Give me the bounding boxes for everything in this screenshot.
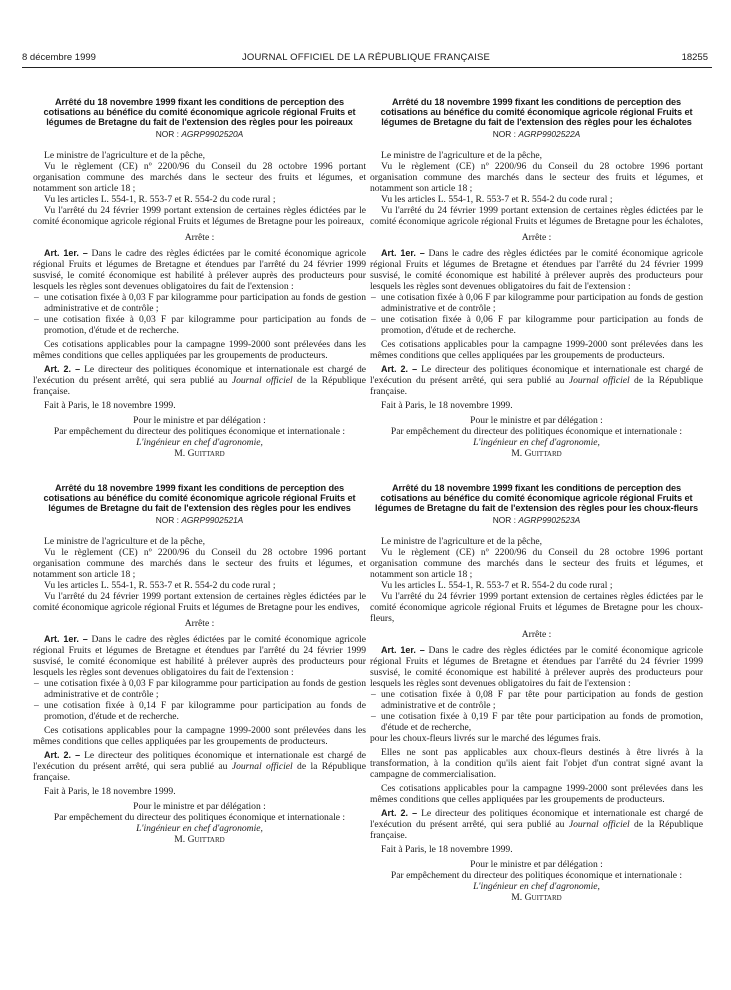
nor-label: NOR : (492, 515, 516, 525)
header-rule (22, 67, 712, 68)
visa-paragraph: Vu les articles L. 554-1, R. 553-7 et R. 554-2 du code rural ; (381, 580, 613, 591)
nor-code: AGRP9902523A (518, 515, 581, 525)
article-2 (370, 808, 703, 841)
arrete-label: Arrête : (184, 232, 215, 243)
cotisation-list (33, 678, 366, 722)
article-1-label: Art. 1er. – (381, 645, 425, 655)
arrete-label: Arrête : (184, 618, 215, 629)
article-1-paragraph: Ces cotisations applicables pour la campagne 1999-2000 sont prélevées dans les mêmes conditions que celles appliquées par les groupements de producteurs. (33, 725, 366, 747)
nor-reference (370, 515, 703, 526)
fait-a-paris: Fait à Paris, le 18 novembre 1999. (381, 400, 513, 411)
signature-line: Pour le ministre et par délégation : (470, 415, 603, 426)
visa-paragraph: Vu le règlement (CE) nº 2200/96 du Conseil du 28 octobre 1996 portant organisation commune des marchés dans le secteur des fruits et légumes, et notamment son article 18 ; (370, 547, 703, 580)
arrete-block (370, 483, 703, 903)
cotisation-item: – une cotisation fixée à 0,06 F par kilogramme pour participation au fonds de promotion, d'étude et de recherche. (370, 314, 703, 336)
journal-officiel-reference: Journal officiel (568, 375, 630, 386)
arrete-block (370, 97, 703, 459)
arrete-title: Arrêté du 18 novembre 1999 fixant les conditions de perception des cotisations au bénéfice du comité économique agricole régional Fruits et légumes de Bretagne du fait de l'extension des règles pour les choux-fleurs (375, 483, 698, 513)
page-header (20, 52, 712, 68)
article-1 (370, 645, 703, 689)
visa-paragraph: Vu les articles L. 554-1, R. 553-7 et R. 554-2 du code rural ; (44, 194, 276, 205)
nor-code: AGRP9902520A (181, 129, 244, 139)
article-1 (33, 248, 366, 292)
article-2-text: Le directeur des politiques économique et internationale est chargé de l'exécution du présent arrêté, qui sera publié au (33, 750, 367, 772)
journal-officiel-reference: Journal officiel (231, 761, 293, 772)
article-2-text-end: de la République française. (370, 819, 703, 841)
signatory-role: L'ingénieur en chef d'agronomie, (473, 437, 600, 448)
article-1-text: Dans le cadre des règles édictées par le comité économique agricole régional Fruits et légumes de Bretagne et étendues par l'arrêté du 24 février 1999 susvisé, le comité économique est habilité à prélever auprès des producteurs pour lesquels les règles sont devenues obligatoires du fait de l'extension : (370, 248, 703, 292)
article-1-paragraph: Ces cotisations applicables pour la campagne 1999-2000 sont prélevées dans les mêmes conditions que celles appliquées par les groupements de producteurs. (33, 339, 366, 361)
cotisation-list (370, 292, 703, 336)
signature-line: Par empêchement du directeur des politiques économique et internationale : (390, 870, 683, 881)
cotisation-item: – une cotisation fixée à 0,03 F par kilogramme pour participation au fonds de promotion, d'étude et de recherche. (33, 314, 366, 336)
article-2-label: Art. 2. – (44, 750, 81, 760)
signature-block (370, 415, 703, 459)
signature-line: Par empêchement du directeur des politiques économique et internationale : (53, 426, 346, 437)
minister-line: Le ministre de l'agriculture et de la pêche, (44, 150, 206, 161)
nor-reference (370, 129, 703, 140)
fait-a-paris: Fait à Paris, le 18 novembre 1999. (44, 400, 176, 411)
article-2 (33, 750, 366, 783)
left-column (33, 97, 366, 869)
journal-officiel-reference: Journal officiel (231, 375, 293, 386)
signature-line: Pour le ministre et par délégation : (133, 801, 266, 812)
article-2-label: Art. 2. – (381, 364, 418, 374)
article-2 (370, 364, 703, 397)
right-column (370, 97, 703, 927)
signatory-name: M. Guittard (511, 892, 562, 903)
signatory-role: L'ingénieur en chef d'agronomie, (473, 881, 600, 892)
article-1 (370, 248, 703, 292)
article-2-text: Le directeur des politiques économique et internationale est chargé de l'exécution du présent arrêté, qui sera publié au (370, 364, 704, 386)
header-page-number: 18255 (681, 52, 708, 63)
article-1-text: Dans le cadre des règles édictées par le comité économique agricole régional Fruits et légumes de Bretagne et étendues par l'arrêté du 24 février 1999 susvisé, le comité économique est habilité à prélever auprès des producteurs pour lesquels les règles sont devenues obligatoires du fait de l'extension : (33, 248, 366, 292)
nor-reference (33, 129, 366, 140)
article-1-paragraph: Elles ne sont pas applicables aux choux-fleurs destinés à être livrés à la transformation, à la condition qu'ils aient fait l'objet d'un contrat signé avant la campagne de commercialisation. (370, 747, 703, 780)
header-date: 8 décembre 1999 (22, 52, 96, 63)
signature-block (370, 859, 703, 903)
visa-paragraph: Vu l'arrêté du 24 février 1999 portant extension de certaines règles édictées par le comité économique agricole régional Fruits et légumes de Bretagne pour les poireaux, (33, 205, 366, 227)
minister-line: Le ministre de l'agriculture et de la pêche, (381, 150, 543, 161)
cotisation-item: – une cotisation fixée à 0,14 F par kilogramme pour participation au fonds de promotion, d'étude et de recherche. (33, 700, 366, 722)
cotisation-item: – une cotisation fixée à 0,08 F par tête pour participation au fonds de gestion administrative et de contrôle ; (370, 689, 703, 711)
cotisation-item: – une cotisation fixée à 0,03 F par kilogramme pour participation au fonds de gestion administrative et de contrôle ; (33, 292, 366, 314)
article-2-text-end: de la République française. (370, 375, 703, 397)
signature-block (33, 801, 366, 845)
arrete-block (33, 483, 366, 845)
article-2 (33, 364, 366, 397)
cotisation-list (33, 292, 366, 336)
visa-paragraph: Vu l'arrêté du 24 février 1999 portant extension de certaines règles édictées par le comité économique agricole régional Fruits et légumes de Bretagne pour les choux-fleurs, (370, 591, 703, 624)
signatory-name: M. Guittard (174, 834, 225, 845)
visa-paragraph: Vu le règlement (CE) nº 2200/96 du Conseil du 28 octobre 1996 portant organisation commune des marchés dans le secteur des fruits et légumes, et notamment son article 18 ; (33, 547, 366, 580)
visa-paragraph: Vu les articles L. 554-1, R. 553-7 et R. 554-2 du code rural ; (381, 194, 613, 205)
article-2-text: Le directeur des politiques économique et internationale est chargé de l'exécution du présent arrêté, qui sera publié au (370, 808, 704, 830)
arrete-title: Arrêté du 18 novembre 1999 fixant les conditions de perception des cotisations au bénéfice du comité économique agricole régional Fruits et légumes de Bretagne du fait de l'extension des règles pour les échalotes (380, 97, 693, 127)
cotisation-list (370, 689, 703, 733)
nor-label: NOR : (492, 129, 516, 139)
fait-a-paris: Fait à Paris, le 18 novembre 1999. (44, 786, 176, 797)
article-1-text: Dans le cadre des règles édictées par le comité économique agricole régional Fruits et légumes de Bretagne et étendues par l'arrêté du 24 février 1999 susvisé, le comité économique est habilité à prélever auprès des producteurs pour lesquels les règles sont devenues obligatoires du fait de l'extension : (33, 634, 366, 678)
cotisation-item: – une cotisation fixée à 0,19 F par tête pour participation au fonds de promotion, d'étude et de recherche, (370, 711, 703, 733)
journal-officiel-reference: Journal officiel (568, 819, 630, 830)
signature-line: Pour le ministre et par délégation : (470, 859, 603, 870)
signatory-role: L'ingénieur en chef d'agronomie, (136, 823, 263, 834)
signature-line: Par empêchement du directeur des politiques économique et internationale : (53, 812, 346, 823)
visa-paragraph: Vu l'arrêté du 24 février 1999 portant extension de certaines règles édictées par le comité économique agricole régional Fruits et légumes de Bretagne pour les échalotes, (370, 205, 704, 227)
signature-block (33, 415, 366, 459)
signatory-name: M. Guittard (511, 448, 562, 459)
fait-a-paris: Fait à Paris, le 18 novembre 1999. (381, 844, 513, 855)
nor-label: NOR : (155, 129, 179, 139)
arrete-label: Arrête : (521, 629, 552, 640)
nor-label: NOR : (155, 515, 179, 525)
article-2-text-end: de la République française. (33, 375, 366, 397)
article-1-paragraph: Ces cotisations applicables pour la campagne 1999-2000 sont prélevées dans les mêmes conditions que celles appliquées par les groupements de producteurs. (370, 339, 703, 361)
signature-line: Pour le ministre et par délégation : (133, 415, 266, 426)
signatory-name: M. Guittard (174, 448, 225, 459)
visa-paragraph: Vu l'arrêté du 24 février 1999 portant extension de certaines règles édictées par le comité économique agricole régional Fruits et légumes de Bretagne pour les endives, (33, 591, 366, 613)
article-1-paragraph: Ces cotisations applicables pour la campagne 1999-2000 sont prélevées dans les mêmes conditions que celles appliquées par les groupements de producteurs. (370, 783, 703, 805)
header-journal-title: JOURNAL OFFICIEL DE LA RÉPUBLIQUE FRANÇAISE (241, 52, 491, 63)
cotisation-item: – une cotisation fixée à 0,03 F par kilogramme pour participation au fonds de gestion administrative et de contrôle ; (33, 678, 366, 700)
article-1-text: Dans le cadre des règles édictées par le comité économique agricole régional Fruits et légumes de Bretagne et étendues par l'arrêté du 24 février 1999 susvisé, le comité économique est habilité à prélever auprès des producteurs pour lesquels les règles sont devenues obligatoires du fait de l'extension : (370, 645, 703, 689)
visa-paragraph: Vu le règlement (CE) nº 2200/96 du Conseil du 28 octobre 1996 portant organisation commune des marchés dans le secteur des fruits et légumes, et notamment son article 18 ; (370, 161, 703, 194)
article-1 (33, 634, 366, 678)
article-1-label: Art. 1er. – (44, 634, 88, 644)
cotisation-item: – une cotisation fixée à 0,06 F par kilogramme pour participation au fonds de gestion administrative et de contrôle ; (370, 292, 703, 314)
arrete-block (33, 97, 366, 459)
article-2-text-end: de la République française. (33, 761, 366, 783)
signature-line: Par empêchement du directeur des politiques économique et internationale : (390, 426, 683, 437)
nor-code: AGRP9902522A (518, 129, 581, 139)
article-1-label: Art. 1er. – (381, 248, 425, 258)
minister-line: Le ministre de l'agriculture et de la pêche, (381, 536, 543, 547)
arrete-label: Arrête : (521, 232, 552, 243)
arrete-title: Arrêté du 18 novembre 1999 fixant les conditions de perception des cotisations au bénéfice du comité économique agricole régional Fruits et légumes de Bretagne du fait de l'extension des règles pour les poireaux (43, 97, 356, 127)
minister-line: Le ministre de l'agriculture et de la pêche, (44, 536, 206, 547)
visa-paragraph: Vu les articles L. 554-1, R. 553-7 et R. 554-2 du code rural ; (44, 580, 276, 591)
signatory-role: L'ingénieur en chef d'agronomie, (136, 437, 263, 448)
nor-code: AGRP9902521A (181, 515, 244, 525)
article-1-continuation: pour les choux-fleurs livrés sur le marché des légumes frais. (370, 733, 601, 744)
nor-reference (33, 515, 366, 526)
article-2-label: Art. 2. – (44, 364, 81, 374)
article-1-label: Art. 1er. – (44, 248, 88, 258)
article-2-text: Le directeur des politiques économique et internationale est chargé de l'exécution du présent arrêté, qui sera publié au (33, 364, 367, 386)
article-2-label: Art. 2. – (381, 808, 418, 818)
arrete-title: Arrêté du 18 novembre 1999 fixant les conditions de perception des cotisations au bénéfice du comité économique agricole régional Fruits et légumes de Bretagne du fait de l'extension des règles pour les endives (43, 483, 356, 513)
visa-paragraph: Vu le règlement (CE) nº 2200/96 du Conseil du 28 octobre 1996 portant organisation commune des marchés dans le secteur des fruits et légumes, et notamment son article 18 ; (33, 161, 366, 194)
